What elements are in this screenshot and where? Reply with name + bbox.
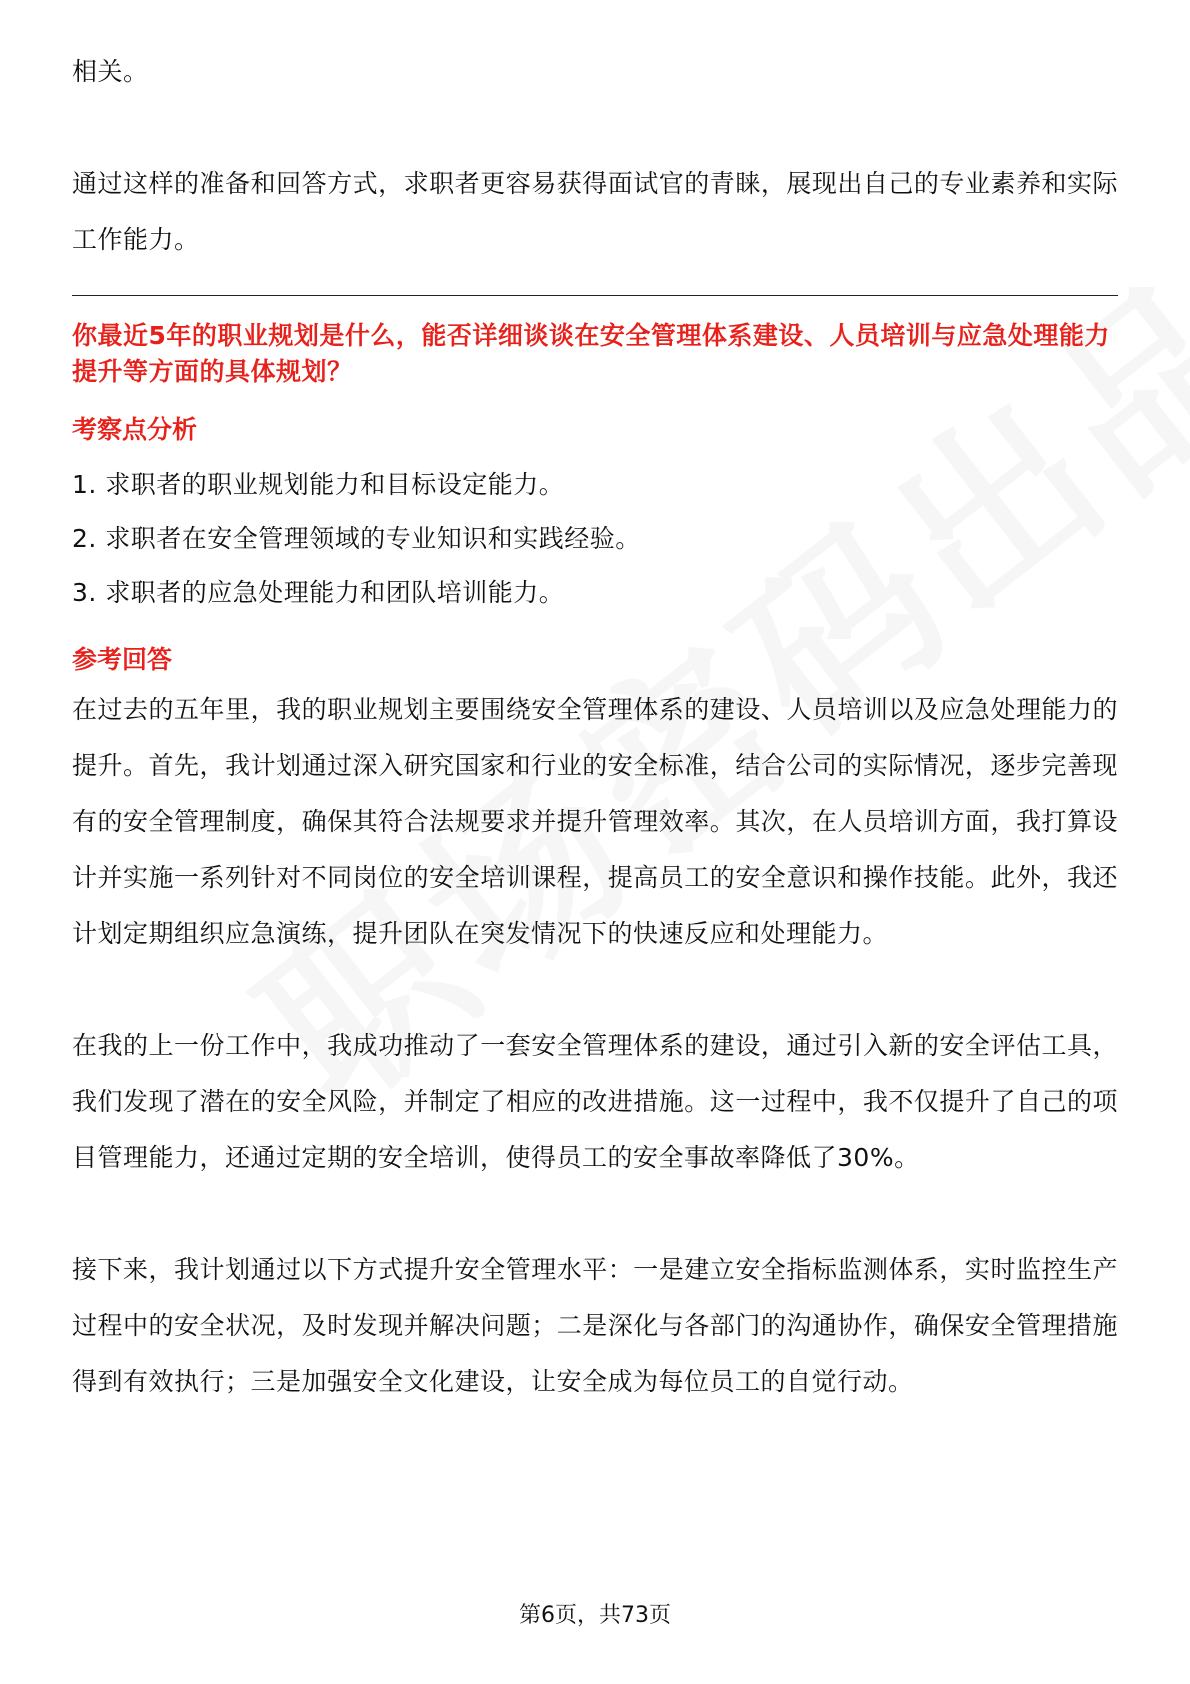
answer-paragraph-1: 在过去的五年里，我的职业规划主要围绕安全管理体系的建设、人员培训以及应急处理能力的提升。首先，我计划通过深入研究国家和行业的安全标准，结合公司的实际情况，逐步完善现有的安全管理制度，确保其符合法规要求并提升管理效率。其次，在人员培训方面，我打算设计并实施一系列针对不同岗位的安全培训课程，提高员工的安全意识和操作技能。此外，我还计划定期组织应急演练，提升团队在突发情况下的快速反应和处理能力。 [72, 695, 1118, 948]
page-content [72, 44, 1118, 1410]
analysis-title: 考察点分析 [72, 415, 198, 444]
list-item: 3. 求职者的应急处理能力和团队培训能力。 [72, 578, 565, 607]
page-footer: 第6页，共73页 [519, 1603, 671, 1628]
question-heading: 你最近5年的职业规划是什么，能否详细谈谈在安全管理体系建设、人员培训与应急处理能力提升等方面的具体规划？ [72, 321, 1110, 386]
paragraph-gap [72, 100, 1118, 156]
paragraph-gap [72, 1186, 1118, 1242]
answer-paragraph-2: 在我的上一份工作中，我成功推动了一套安全管理体系的建设，通过引入新的安全评估工具，我们发现了潜在的安全风险，并制定了相应的改进措施。这一过程中，我不仅提升了自己的项目管理能力，还通过定期的安全培训，使得员工的安全事故率降低了30%。 [72, 1031, 1118, 1172]
answer-title: 参考回答 [72, 645, 173, 674]
list-item: 2. 求职者在安全管理领域的专业知识和实践经验。 [72, 524, 641, 553]
closing-paragraph: 通过这样的准备和回答方式，求职者更容易获得面试官的青睐，展现出自己的专业素养和实际工作能力。 [72, 169, 1118, 254]
list-item: 1. 求职者的职业规划能力和目标设定能力。 [72, 470, 565, 499]
paragraph-gap [72, 962, 1118, 1018]
answer-paragraph-3: 接下来，我计划通过以下方式提升安全管理水平：一是建立安全指标监测体系，实时监控生产过程中的安全状况，及时发现并解决问题；二是深化与各部门的沟通协作，确保安全管理措施得到有效执行；三是加强安全文化建设，让安全成为每位员工的自觉行动。 [72, 1255, 1118, 1396]
analysis-list [72, 458, 1118, 620]
section-divider [72, 295, 1118, 296]
continuation-text: 相关。 [72, 57, 149, 86]
